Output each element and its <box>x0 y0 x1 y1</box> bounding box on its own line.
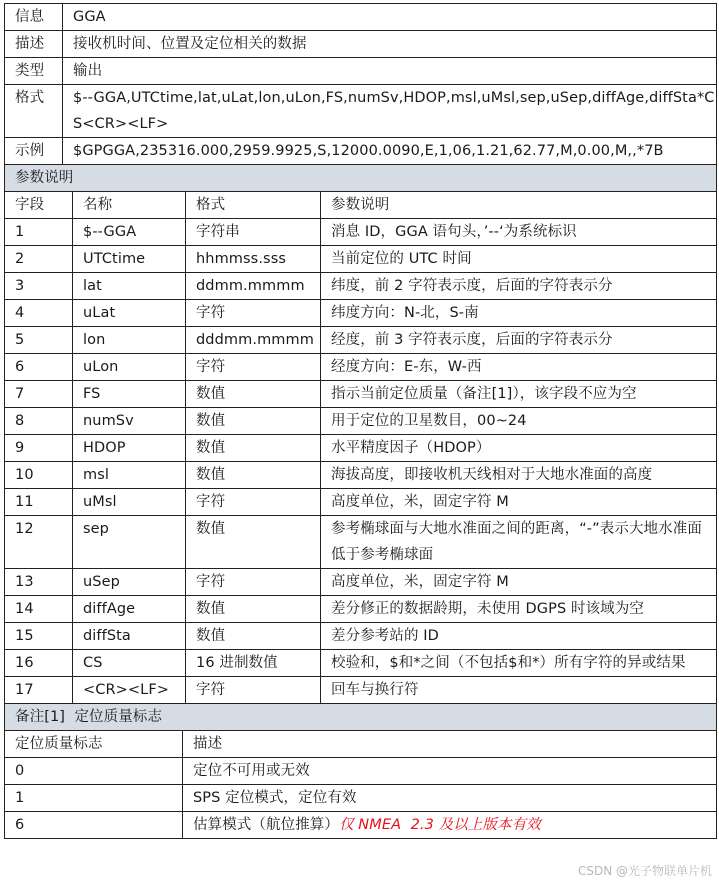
note-section-title: 备注[1] 定位质量标志 <box>5 704 717 731</box>
info-row <box>5 85 717 138</box>
param-desc: 高度单位，米，固定字符 M <box>321 489 717 516</box>
param-field: 5 <box>5 327 73 354</box>
param-name: HDOP <box>73 435 186 462</box>
info-row <box>5 58 717 85</box>
note-flag: 0 <box>5 758 183 785</box>
param-desc: 经度，前 3 字符表示度，后面的字符表示分 <box>321 327 717 354</box>
param-name: UTCtime <box>73 246 186 273</box>
note-section-header <box>5 704 717 731</box>
param-format: 16 进制数值 <box>186 650 321 677</box>
param-row <box>5 408 717 435</box>
watermark: CSDN @光子物联单片机 <box>577 864 712 878</box>
param-format: 数值 <box>186 462 321 489</box>
note-desc: 定位不可用或无效 <box>193 763 310 779</box>
param-name: uSep <box>73 569 186 596</box>
param-row <box>5 381 717 408</box>
params-table <box>4 164 717 704</box>
param-field: 16 <box>5 650 73 677</box>
param-field: 10 <box>5 462 73 489</box>
info-row <box>5 138 717 165</box>
header-name: 名称 <box>73 192 186 219</box>
param-row <box>5 435 717 462</box>
note-desc-cell <box>183 758 717 785</box>
param-field: 15 <box>5 623 73 650</box>
info-value: $--GGA,UTCtime,lat,uLat,lon,uLon,FS,numSv,HDOP,msl,uMsl,sep,uSep,diffAge,diffSta*CS<CR><LF> <box>63 85 717 138</box>
param-field: 13 <box>5 569 73 596</box>
param-row <box>5 516 717 569</box>
param-format: 字符 <box>186 489 321 516</box>
info-label: 类型 <box>5 58 63 85</box>
param-field: 4 <box>5 300 73 327</box>
param-desc: 差分参考站的 ID <box>321 623 717 650</box>
note-flag: 6 <box>5 812 183 839</box>
param-row <box>5 650 717 677</box>
param-name: lon <box>73 327 186 354</box>
param-desc: 指示当前定位质量（备注[1]），该字段不应为空 <box>321 381 717 408</box>
note-flag: 1 <box>5 785 183 812</box>
param-desc: 用于定位的卫星数目，00~24 <box>321 408 717 435</box>
param-row <box>5 569 717 596</box>
note-version-remark: 仅 NMEA 2.3 及以上版本有效 <box>339 817 541 833</box>
param-name: diffAge <box>73 596 186 623</box>
info-value: 接收机时间、位置及定位相关的数据 <box>63 31 717 58</box>
header-flag: 定位质量标志 <box>5 731 183 758</box>
param-row <box>5 327 717 354</box>
note-header-row <box>5 731 717 758</box>
note-row <box>5 785 717 812</box>
info-value: GGA <box>63 4 717 31</box>
param-desc: 当前定位的 UTC 时间 <box>321 246 717 273</box>
param-field: 6 <box>5 354 73 381</box>
param-row <box>5 273 717 300</box>
param-desc: 校验和，$和*之间（不包括$和*）所有字符的异或结果 <box>321 650 717 677</box>
param-row <box>5 677 717 704</box>
note-row <box>5 758 717 785</box>
param-row <box>5 219 717 246</box>
param-desc: 海拔高度，即接收机天线相对于大地水准面的高度 <box>321 462 717 489</box>
param-desc: 高度单位，米，固定字符 M <box>321 569 717 596</box>
param-name: numSv <box>73 408 186 435</box>
param-format: 数值 <box>186 408 321 435</box>
param-row <box>5 623 717 650</box>
param-format: 数值 <box>186 623 321 650</box>
param-field: 9 <box>5 435 73 462</box>
param-name: lat <box>73 273 186 300</box>
param-format: hhmmss.sss <box>186 246 321 273</box>
param-format: 字符 <box>186 354 321 381</box>
param-format: 数值 <box>186 516 321 569</box>
param-field: 7 <box>5 381 73 408</box>
note-table <box>4 703 717 839</box>
note-desc: SPS 定位模式，定位有效 <box>193 790 357 806</box>
param-desc: 回车与换行符 <box>321 677 717 704</box>
header-format: 格式 <box>186 192 321 219</box>
param-name: uLat <box>73 300 186 327</box>
param-format: 字符 <box>186 300 321 327</box>
param-desc: 消息 ID，GGA 语句头，’--‘为系统标识 <box>321 219 717 246</box>
param-desc: 参考椭球面与大地水准面之间的距离，“-”表示大地水准面低于参考椭球面 <box>321 516 717 569</box>
param-name: msl <box>73 462 186 489</box>
param-row <box>5 489 717 516</box>
param-name: uLon <box>73 354 186 381</box>
param-format: ddmm.mmmm <box>186 273 321 300</box>
param-format: 字符串 <box>186 219 321 246</box>
params-section-header <box>5 165 717 192</box>
info-label: 描述 <box>5 31 63 58</box>
param-format: 字符 <box>186 677 321 704</box>
param-row <box>5 354 717 381</box>
info-label: 示例 <box>5 138 63 165</box>
param-format: 数值 <box>186 381 321 408</box>
param-name: $--GGA <box>73 219 186 246</box>
param-field: 12 <box>5 516 73 569</box>
header-desc: 参数说明 <box>321 192 717 219</box>
param-field: 14 <box>5 596 73 623</box>
param-row <box>5 462 717 489</box>
param-field: 8 <box>5 408 73 435</box>
info-label: 格式 <box>5 85 63 138</box>
info-value: 输出 <box>63 58 717 85</box>
param-format: 字符 <box>186 569 321 596</box>
note-desc-cell <box>183 785 717 812</box>
param-name: diffSta <box>73 623 186 650</box>
param-desc: 差分修正的数据龄期，未使用 DGPS 时该域为空 <box>321 596 717 623</box>
param-desc: 水平精度因子（HDOP） <box>321 435 717 462</box>
param-desc: 经度方向：E-东，W-西 <box>321 354 717 381</box>
param-format: 数值 <box>186 596 321 623</box>
note-desc: 估算模式（航位推算） <box>193 817 339 833</box>
param-name: FS <box>73 381 186 408</box>
param-format: dddmm.mmmm <box>186 327 321 354</box>
param-row <box>5 300 717 327</box>
note-row <box>5 812 717 839</box>
param-name: CS <box>73 650 186 677</box>
params-header-row <box>5 192 717 219</box>
note-desc-cell <box>183 812 717 839</box>
info-label: 信息 <box>5 4 63 31</box>
param-field: 2 <box>5 246 73 273</box>
param-name: <CR><LF> <box>73 677 186 704</box>
header-field: 字段 <box>5 192 73 219</box>
param-field: 11 <box>5 489 73 516</box>
info-row <box>5 31 717 58</box>
info-table <box>4 3 717 165</box>
param-field: 1 <box>5 219 73 246</box>
gga-spec-document <box>4 3 716 839</box>
header-note-desc: 描述 <box>183 731 717 758</box>
param-desc: 纬度，前 2 字符表示度，后面的字符表示分 <box>321 273 717 300</box>
param-format: 数值 <box>186 435 321 462</box>
param-desc: 纬度方向：N-北，S-南 <box>321 300 717 327</box>
param-name: uMsl <box>73 489 186 516</box>
info-value: $GPGGA,235316.000,2959.9925,S,12000.0090,E,1,06,1.21,62.77,M,0.00,M,,*7B <box>63 138 717 165</box>
info-row <box>5 4 717 31</box>
param-row <box>5 246 717 273</box>
param-field: 17 <box>5 677 73 704</box>
params-section-title: 参数说明 <box>5 165 717 192</box>
param-row <box>5 596 717 623</box>
param-field: 3 <box>5 273 73 300</box>
param-name: sep <box>73 516 186 569</box>
